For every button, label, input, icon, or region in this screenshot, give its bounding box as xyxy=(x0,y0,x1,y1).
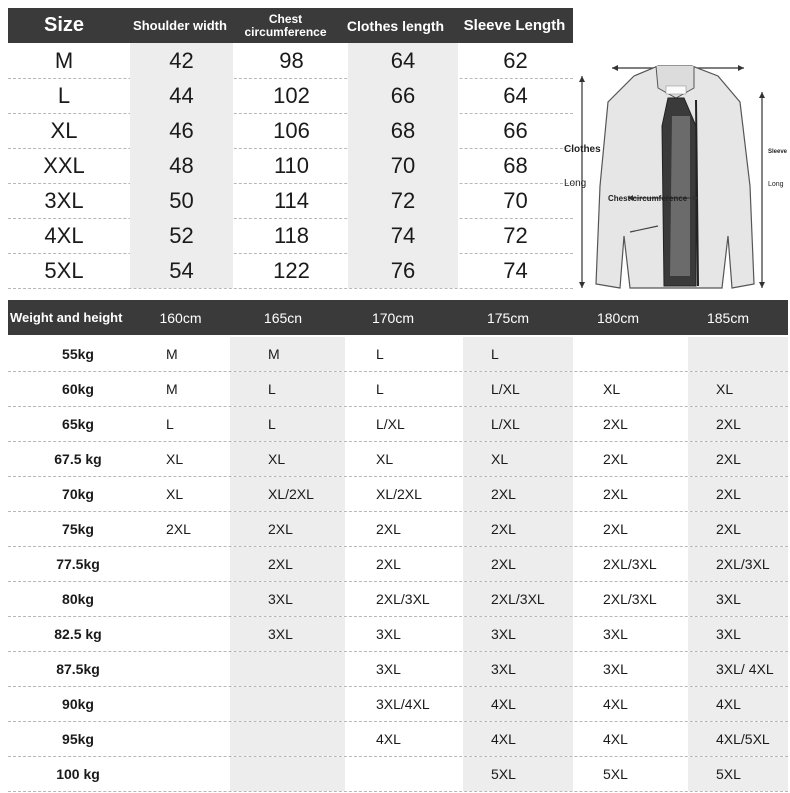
jacket-measurement-figure xyxy=(564,36,788,296)
row-divider xyxy=(8,791,788,792)
recommended-size-cell: 3XL xyxy=(376,661,401,677)
size-cell: M xyxy=(54,47,74,73)
recommended-size-cell xyxy=(230,757,345,791)
recommended-size-cell xyxy=(148,687,228,721)
recommended-size-cell: 5XL xyxy=(603,766,628,782)
recommended-size-cell: 2XL xyxy=(230,512,345,546)
weight-table-row xyxy=(8,617,788,651)
weight-table-row xyxy=(8,512,788,546)
chest-cell: 98 xyxy=(279,47,304,73)
recommended-size-cell: 2XL/3XL xyxy=(376,591,430,607)
weight-table-row xyxy=(8,477,788,511)
chest-cell: 122 xyxy=(273,257,310,283)
weight-cell: 75kg xyxy=(62,521,94,537)
weight-cell: 70kg xyxy=(62,486,94,502)
clothes-length-cell: 76 xyxy=(348,253,458,288)
recommended-size-cell xyxy=(148,652,228,686)
recommended-size-cell: 4XL xyxy=(603,731,628,747)
size-cell: 4XL xyxy=(44,222,84,248)
recommended-size-cell: 2XL xyxy=(603,521,628,537)
weight-table-row xyxy=(8,547,788,581)
weight-cell: 95kg xyxy=(62,731,94,747)
recommended-size-cell: 3XL xyxy=(463,617,573,651)
sleeve-length-cell: 62 xyxy=(503,47,528,73)
recommended-size-cell: 3XL xyxy=(688,582,788,616)
weight-table-row xyxy=(8,337,788,371)
recommended-size-cell: 2XL xyxy=(688,442,788,476)
recommended-size-cell: 2XL xyxy=(603,451,628,467)
size-table-row xyxy=(8,148,573,183)
recommended-size-cell xyxy=(148,722,228,756)
clothes-length-cell: 74 xyxy=(348,218,458,253)
chest-cell: 114 xyxy=(273,187,310,213)
weight-table-row xyxy=(8,757,788,791)
recommended-size-cell: 2XL xyxy=(166,521,191,537)
recommended-size-cell: 4XL xyxy=(463,722,573,756)
recommended-size-cell: L xyxy=(376,381,384,397)
recommended-size-cell: XL xyxy=(463,442,573,476)
size-cell: 3XL xyxy=(44,187,84,213)
sleeve-length-cell: 70 xyxy=(503,187,528,213)
weight-table-row xyxy=(8,582,788,616)
header-height-160: 160cm xyxy=(159,309,202,326)
label-clothes: Clothes xyxy=(564,144,601,155)
recommended-size-cell: 2XL xyxy=(376,556,401,572)
recommended-size-cell: 5XL xyxy=(688,757,788,791)
recommended-size-cell: L/XL xyxy=(463,407,573,441)
header-height-165: 165cn xyxy=(263,309,303,326)
header-chest-circumference: Chest circumference xyxy=(244,11,327,39)
weight-table-row xyxy=(8,372,788,406)
recommended-size-cell: M xyxy=(230,337,345,371)
shoulder-width-cell: 46 xyxy=(130,113,233,148)
recommended-size-cell: 2XL/3XL xyxy=(463,582,573,616)
header-shoulder-width: Shoulder width xyxy=(133,18,227,33)
recommended-size-cell: 3XL/ 4XL xyxy=(688,652,788,686)
recommended-size-cell: 4XL xyxy=(463,687,573,721)
recommended-size-cell: 3XL xyxy=(688,617,788,651)
clothes-length-cell: 72 xyxy=(348,183,458,218)
weight-cell: 80kg xyxy=(62,591,94,607)
recommended-size-cell xyxy=(230,687,345,721)
weight-table-row xyxy=(8,442,788,476)
recommended-size-cell: L/XL xyxy=(376,416,405,432)
recommended-size-cell: XL xyxy=(376,451,394,467)
recommended-size-cell: XL/2XL xyxy=(376,486,422,502)
weight-table-row xyxy=(8,407,788,441)
shoulder-width-cell: 50 xyxy=(130,183,233,218)
recommended-size-cell: XL xyxy=(603,381,621,397)
size-table-row xyxy=(8,218,573,253)
recommended-size-cell xyxy=(230,722,345,756)
recommended-size-cell: L xyxy=(230,372,345,406)
clothes-length-cell: 70 xyxy=(348,148,458,183)
label-chest-circumference: Chest circumference xyxy=(608,194,688,203)
weight-cell: 82.5 kg xyxy=(54,626,102,642)
recommended-size-cell: 3XL/4XL xyxy=(376,696,430,712)
header-height-180: 180cm xyxy=(596,309,640,326)
recommended-size-cell: XL xyxy=(166,451,184,467)
recommended-size-cell: 5XL xyxy=(463,757,573,791)
recommended-size-cell: 4XL xyxy=(603,696,628,712)
label-sleeve: Sleeve xyxy=(768,149,788,155)
size-table-row xyxy=(8,183,573,218)
weight-cell: 77.5kg xyxy=(56,556,100,572)
recommended-size-cell: 3XL xyxy=(603,626,628,642)
weight-cell: 87.5kg xyxy=(56,661,100,677)
recommended-size-cell: 3XL xyxy=(230,582,345,616)
sleeve-length-cell: 68 xyxy=(503,152,528,178)
size-table-row xyxy=(8,113,573,148)
recommended-size-cell: 3XL xyxy=(230,617,345,651)
header-size: Size xyxy=(43,14,85,36)
weight-table-row xyxy=(8,722,788,756)
shoulder-width-cell: 44 xyxy=(130,78,233,113)
recommended-size-cell: L xyxy=(230,407,345,441)
size-cell: XXL xyxy=(43,152,85,178)
recommended-size-cell: 4XL/5XL xyxy=(688,722,788,756)
recommended-size-cell: 2XL xyxy=(603,416,628,432)
recommended-size-cell: L/XL xyxy=(463,372,573,406)
recommended-size-cell: 3XL xyxy=(603,661,628,677)
shoulder-width-cell: 48 xyxy=(130,148,233,183)
recommended-size-cell: 3XL xyxy=(463,652,573,686)
recommended-size-cell: 4XL xyxy=(376,731,401,747)
recommended-size-cell xyxy=(575,337,685,371)
sleeve-length-cell: 64 xyxy=(503,82,528,108)
header-sleeve-length: Sleeve Length xyxy=(463,17,566,34)
recommended-size-cell: 2XL/3XL xyxy=(603,591,657,607)
size-table-row xyxy=(8,43,573,78)
recommended-size-cell: 3XL xyxy=(376,626,401,642)
sleeve-length-cell: 74 xyxy=(503,257,528,283)
size-cell: L xyxy=(57,82,71,108)
recommended-size-cell: L xyxy=(463,337,573,371)
shoulder-width-cell: 54 xyxy=(130,253,233,288)
jacket-illustration xyxy=(572,36,786,296)
size-cell: XL xyxy=(50,117,78,143)
weight-cell: 60kg xyxy=(62,381,94,397)
recommended-size-cell xyxy=(148,547,228,581)
header-weight-and-height: Weight and height xyxy=(10,310,123,325)
weight-cell: 67.5 kg xyxy=(54,451,102,467)
header-height-185: 185cm xyxy=(706,309,750,326)
recommended-size-cell: XL xyxy=(166,486,184,502)
recommended-size-cell: L xyxy=(376,346,384,362)
size-table xyxy=(8,8,573,295)
recommended-size-cell: 2XL xyxy=(603,486,628,502)
chest-cell: 118 xyxy=(273,222,310,248)
row-divider xyxy=(8,288,573,289)
recommended-size-cell: 2XL xyxy=(688,512,788,546)
sleeve-length-cell: 72 xyxy=(503,222,528,248)
chest-cell: 110 xyxy=(273,152,310,178)
recommended-size-cell: M xyxy=(166,346,178,362)
size-table-row xyxy=(8,253,573,288)
recommended-size-cell: 4XL xyxy=(688,687,788,721)
weight-table-row xyxy=(8,652,788,686)
recommended-size-cell: 2XL/3XL xyxy=(603,556,657,572)
recommended-size-cell: 2XL xyxy=(688,477,788,511)
recommended-size-cell: 2XL xyxy=(230,547,345,581)
recommended-size-cell: XL xyxy=(230,442,345,476)
weight-cell: 65kg xyxy=(62,416,94,432)
recommended-size-cell: M xyxy=(166,381,178,397)
label-sleeve-long: Long xyxy=(768,181,784,188)
weight-height-header xyxy=(8,300,788,335)
header-height-175: 175cm xyxy=(486,309,530,326)
recommended-size-cell xyxy=(348,757,460,791)
clothes-length-cell: 68 xyxy=(348,113,458,148)
recommended-size-cell xyxy=(688,337,788,371)
recommended-size-cell: 2XL xyxy=(463,547,573,581)
recommended-size-cell xyxy=(148,582,228,616)
recommended-size-cell: 2XL xyxy=(688,407,788,441)
recommended-size-cell: L xyxy=(166,416,174,432)
size-table-row xyxy=(8,78,573,113)
clothes-length-cell: 64 xyxy=(348,43,458,78)
size-cell: 5XL xyxy=(44,257,84,283)
recommended-size-cell xyxy=(230,652,345,686)
recommended-size-cell: 2XL xyxy=(463,477,573,511)
sleeve-length-cell: 66 xyxy=(503,117,528,143)
size-table-header xyxy=(8,8,573,43)
weight-table-row xyxy=(8,687,788,721)
recommended-size-cell xyxy=(148,757,228,791)
recommended-size-cell: XL xyxy=(688,372,788,406)
weight-height-table xyxy=(8,300,788,790)
chest-cell: 102 xyxy=(273,82,310,108)
weight-cell: 55kg xyxy=(62,346,94,362)
header-height-170: 170cm xyxy=(371,309,415,326)
recommended-size-cell: XL/2XL xyxy=(230,477,345,511)
header-clothes-length: Clothes length xyxy=(346,17,445,34)
recommended-size-cell xyxy=(148,617,228,651)
recommended-size-cell: 2XL xyxy=(463,512,573,546)
recommended-size-cell: 2XL/3XL xyxy=(688,547,788,581)
clothes-length-cell: 66 xyxy=(348,78,458,113)
label-long: Long xyxy=(564,178,587,189)
shoulder-width-cell: 42 xyxy=(130,43,233,78)
chest-cell: 106 xyxy=(273,117,310,143)
recommended-size-cell: 2XL xyxy=(376,521,401,537)
weight-cell: 100 kg xyxy=(56,766,100,782)
weight-cell: 90kg xyxy=(62,696,94,712)
shoulder-width-cell: 52 xyxy=(130,218,233,253)
